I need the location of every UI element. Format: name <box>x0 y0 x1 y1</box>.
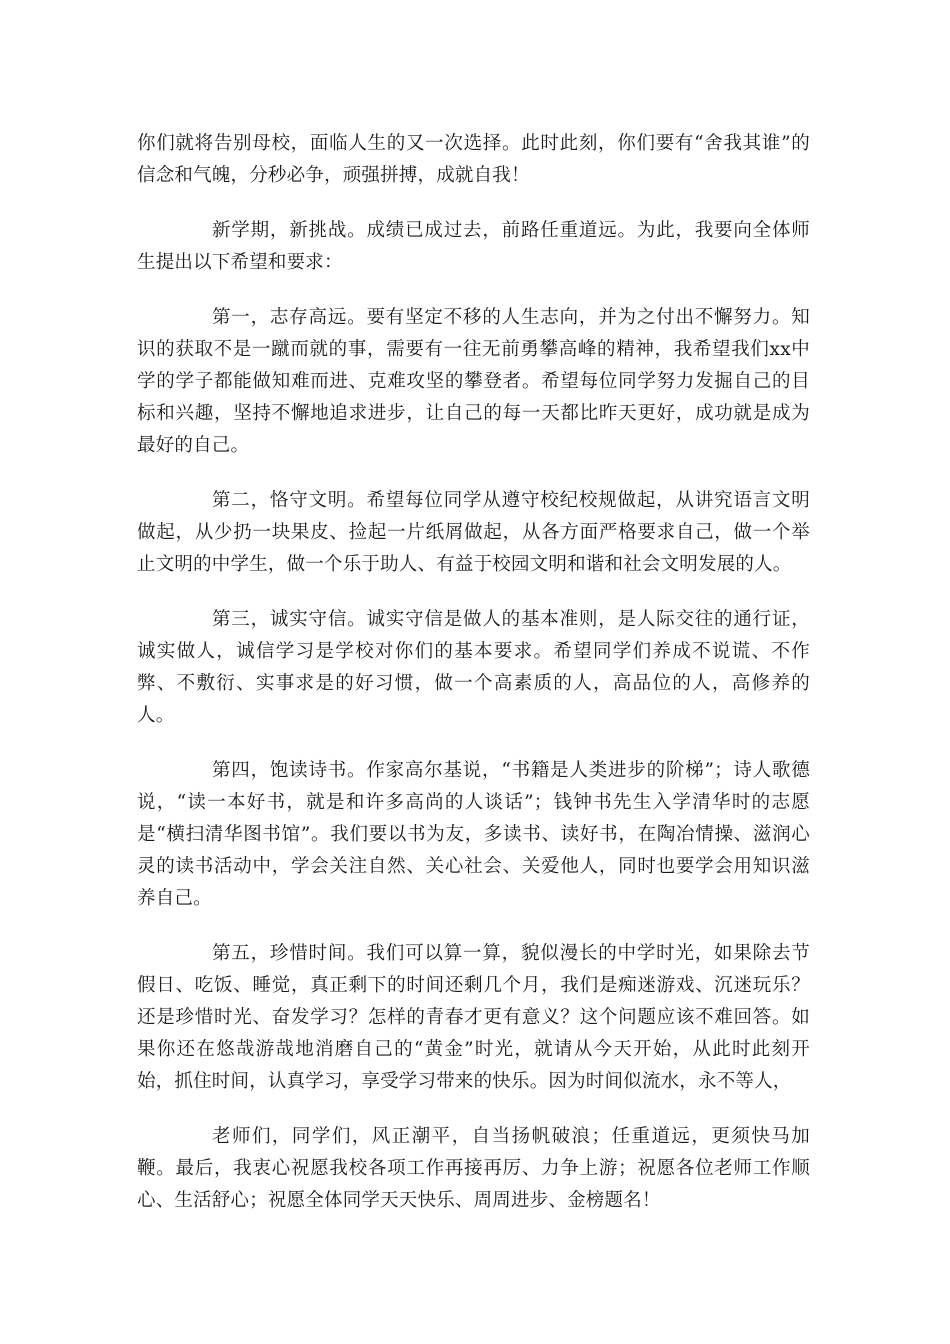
paragraph-third-honesty: 第三，诚实守信。诚实守信是做人的基本准则，是人际交往的通行证，诚实做人，诚信学习是学校对你们的基本要求。希望同学们养成不说谎、不作弊、不敷衍、实事求是的好习惯，做一个高素质的人，高品位的人，高修养的人。 <box>137 609 810 726</box>
paragraph-first-ambition: 第一，志存高远。要有坚定不移的人生志向，并为之付出不懈努力。知识的获取不是一蹴而就的事，需要有一往无前勇攀高峰的精神，我希望我们xx中学的学子都能做知难而进、克难攻坚的攀登者。希望每位同学努力发掘自己的目标和兴趣，坚持不懈地追求进步，让自己的每一天都比昨天更好，成功就是成为最好的自己。 <box>137 307 810 456</box>
paragraph-intro: 你们就将告别母校，面临人生的又一次选择。此时此刻，你们要有“舍我其谁”的信念和气魄，分秒必争，顽强拼搏，成就自我！ <box>137 133 810 186</box>
paragraph-second-civility: 第二，恪守文明。希望每位同学从遵守校纪校规做起，从讲究语言文明做起，从少扔一块果皮、捡起一片纸屑做起，从各方面严格要求自己，做一个举止文明的中学生，做一个乐于助人、有益于校园文明和谐和社会文明发展的人。 <box>137 490 810 575</box>
paragraph-fifth-time: 第五，珍惜时间。我们可以算一算，貌似漫长的中学时光，如果除去节假日、吃饭、睡觉，真正剩下的时间还剩几个月，我们是痴迷游戏、沉迷玩乐？还是珍惜时光、奋发学习？怎样的青春才更有意义？这个问题应该不难回答。如果你还在悠哉游哉地消磨自己的“黄金”时光，就请从今天开始，从此时此刻开始，抓住时间，认真学习，享受学习带来的快乐。因为时间似流水，永不等人， <box>137 943 810 1092</box>
document-body <box>137 128 810 1240</box>
paragraph-new-semester: 新学期，新挑战。成绩已成过去，前路任重道远。为此，我要向全体师生提出以下希望和要求： <box>137 220 810 273</box>
paragraph-fourth-reading: 第四，饱读诗书。作家高尔基说，“书籍是人类进步的阶梯”；诗人歌德说，“读一本好书，就是和许多高尚的人谈话”；钱钟书先生入学清华时的志愿是“横扫清华图书馆”。我们要以书为友，多读书、读好书，在陶冶情操、滋润心灵的读书活动中，学会关注自然、关心社会、关爱他人，同时也要学会用知识滋养自己。 <box>137 760 810 909</box>
paragraph-closing: 老师们，同学们，风正潮平，自当扬帆破浪；任重道远，更须快马加鞭。最后，我衷心祝愿我校各项工作再接再厉、力争上游；祝愿各位老师工作顺心、生活舒心；祝愿全体同学天天快乐、周周进步、金榜题名！ <box>137 1126 810 1211</box>
